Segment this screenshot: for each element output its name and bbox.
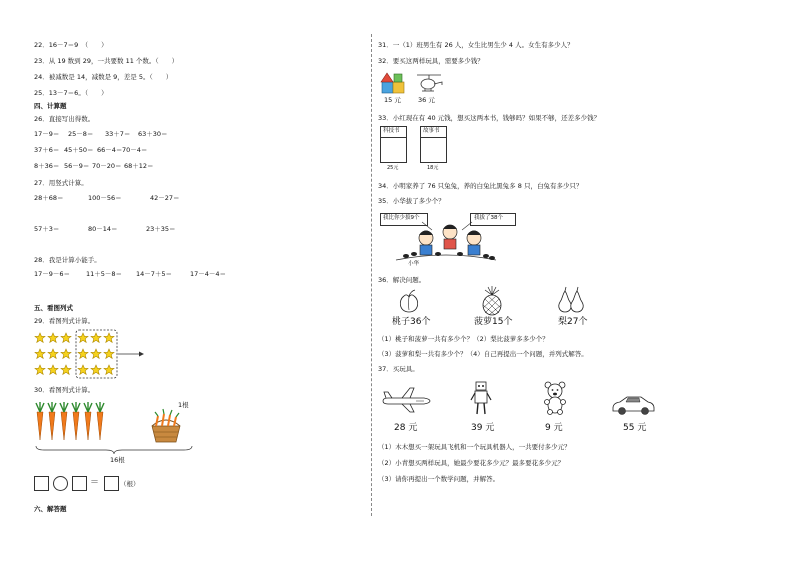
question-25: 25．13－7＝6。（ ） bbox=[34, 89, 108, 97]
fruit-peach-label: 桃子36个 bbox=[392, 317, 431, 327]
book-title-line bbox=[380, 137, 407, 138]
question-37-part-3: （3）请你再提出一个数学问题，并解答。 bbox=[378, 475, 500, 483]
calc-item: 17－9＝ bbox=[34, 130, 60, 138]
science-book-price: 25元 bbox=[387, 165, 399, 171]
section-5-heading: 五、看图列式 bbox=[34, 304, 73, 312]
question-37-part-1: （1）木木想买一架玩具飞机和一个玩具机器人，一共要付多少元？ bbox=[378, 443, 571, 451]
teddy-bear-toy-icon bbox=[542, 381, 568, 415]
children-pulling-radishes-illustration bbox=[392, 220, 500, 264]
speech-bubble-1-text: 我比你少拔9个 bbox=[383, 215, 420, 221]
operator-circle[interactable] bbox=[53, 476, 68, 491]
price-airplane: 28 元 bbox=[394, 423, 418, 433]
question-37: 37．买玩具。 bbox=[378, 365, 419, 373]
vertical-calc-item: 80－14＝ bbox=[88, 225, 118, 233]
mixed-calc-item: 17－4－4＝ bbox=[190, 270, 227, 278]
vertical-calc-item: 42－27＝ bbox=[150, 194, 180, 202]
question-37-part-2: （2）小青想买两样玩具，她最少要花多少元？最多要花多少元？ bbox=[378, 459, 565, 467]
peach-icon bbox=[396, 288, 422, 314]
question-36-part-b: （3）菠萝和梨一共有多少个？（4）自己再提出一个问题，并列式解答。 bbox=[378, 350, 588, 358]
vertical-calc-item: 23＋35＝ bbox=[146, 225, 176, 233]
calc-item: 8＋36＝ bbox=[34, 162, 60, 170]
column-divider bbox=[371, 34, 372, 516]
unit-gen: （根） bbox=[120, 480, 140, 488]
story-book-title: 故事书 bbox=[423, 128, 440, 134]
question-36: 36．解决问题。 bbox=[378, 276, 426, 284]
question-28: 28．我是计算小能手。 bbox=[34, 256, 101, 264]
calc-item: 70－4＝ bbox=[122, 146, 148, 154]
question-24: 24．被减数是 14，减数是 9，差是 5。（ ） bbox=[34, 73, 173, 81]
question-31: 31．一（1）班男生有 26 人，女生比男生少 4 人。女生有多少人？ bbox=[378, 41, 574, 49]
vertical-calc-item: 28＋68＝ bbox=[34, 194, 64, 202]
science-book-title: 科技书 bbox=[383, 128, 400, 134]
price-helicopter: 36 元 bbox=[418, 96, 435, 104]
book-title-line bbox=[420, 137, 447, 138]
question-32: 32．要买这两样玩具，需要多少钱？ bbox=[378, 57, 484, 65]
answer-box[interactable] bbox=[34, 476, 49, 491]
mixed-calc-item: 14－7＋5＝ bbox=[136, 270, 173, 278]
calc-item: 37＋6＝ bbox=[34, 146, 60, 154]
robot-toy-icon bbox=[470, 380, 492, 416]
calc-item: 66－4＝ bbox=[97, 146, 123, 154]
vertical-calc-item: 57＋3＝ bbox=[34, 225, 60, 233]
race-car-toy-icon bbox=[610, 394, 656, 416]
question-34: 34．小明家养了 76 只兔兔，养的白兔比黑兔多 8 只，白兔有多少只？ bbox=[378, 182, 583, 190]
calc-item: 56－9＝ bbox=[64, 162, 90, 170]
pineapple-icon bbox=[479, 286, 505, 316]
helicopter-toy-icon bbox=[414, 72, 444, 94]
calc-item: 25－8＝ bbox=[68, 130, 94, 138]
speech-bubble-2-text: 我拔了38个 bbox=[474, 215, 503, 221]
section-4-heading: 四、计算题 bbox=[34, 102, 67, 110]
calc-item: 70－20＝ bbox=[92, 162, 122, 170]
price-race-car: 55 元 bbox=[623, 423, 647, 433]
airplane-toy-icon bbox=[380, 386, 432, 414]
question-23: 23．从 19 数到 29，一共要数 11 个数。（ ） bbox=[34, 57, 179, 65]
fruit-pineapple-label: 菠萝15个 bbox=[474, 317, 513, 327]
question-33: 33．小红现在有 40 元钱，想买这两本书，钱够吗？如果不够，还差多少钱？ bbox=[378, 114, 601, 122]
star-grid-illustration bbox=[34, 330, 164, 380]
equals-sign: ＝ bbox=[90, 478, 100, 488]
question-36-part-a: （1）桃子和菠萝一共有多少个？（2）梨比菠萝多多少个？ bbox=[378, 335, 549, 343]
calc-item: 45＋50＝ bbox=[64, 146, 94, 154]
price-teddy-bear: 9 元 bbox=[545, 423, 563, 433]
question-29: 29．看图列式计算。 bbox=[34, 317, 95, 325]
story-book-price: 18元 bbox=[427, 165, 439, 171]
calc-item: 63＋30＝ bbox=[138, 130, 168, 138]
answer-box[interactable] bbox=[104, 476, 119, 491]
calc-item: 68＋12＝ bbox=[124, 162, 154, 170]
pear-icon bbox=[556, 287, 586, 313]
price-robot: 39 元 bbox=[471, 423, 495, 433]
mixed-calc-item: 11＋5－8＝ bbox=[86, 270, 123, 278]
fruit-pear-label: 梨27个 bbox=[558, 317, 588, 327]
section-6-heading: 六、解答题 bbox=[34, 505, 67, 513]
question-27: 27．用竖式计算。 bbox=[34, 179, 88, 187]
question-30: 30．看图列式计算。 bbox=[34, 386, 95, 394]
question-22: 22．16－7＝9 （ ） bbox=[34, 41, 108, 49]
carrots-illustration bbox=[34, 400, 194, 460]
answer-box[interactable] bbox=[72, 476, 87, 491]
label-1-gen: 1根 bbox=[178, 401, 189, 409]
name-xiaohua: 小华 bbox=[408, 261, 420, 267]
vertical-calc-item: 100－56＝ bbox=[88, 194, 122, 202]
mixed-calc-item: 17－9－6＝ bbox=[34, 270, 71, 278]
question-26: 26．直接写出得数。 bbox=[34, 115, 95, 123]
calc-item: 33＋7＝ bbox=[105, 130, 131, 138]
label-16-gen: 16根 bbox=[110, 456, 125, 464]
price-blocks: 15 元 bbox=[384, 96, 401, 104]
blocks-toy-icon bbox=[380, 72, 408, 94]
question-35: 35．小华拔了多少个？ bbox=[378, 197, 445, 205]
